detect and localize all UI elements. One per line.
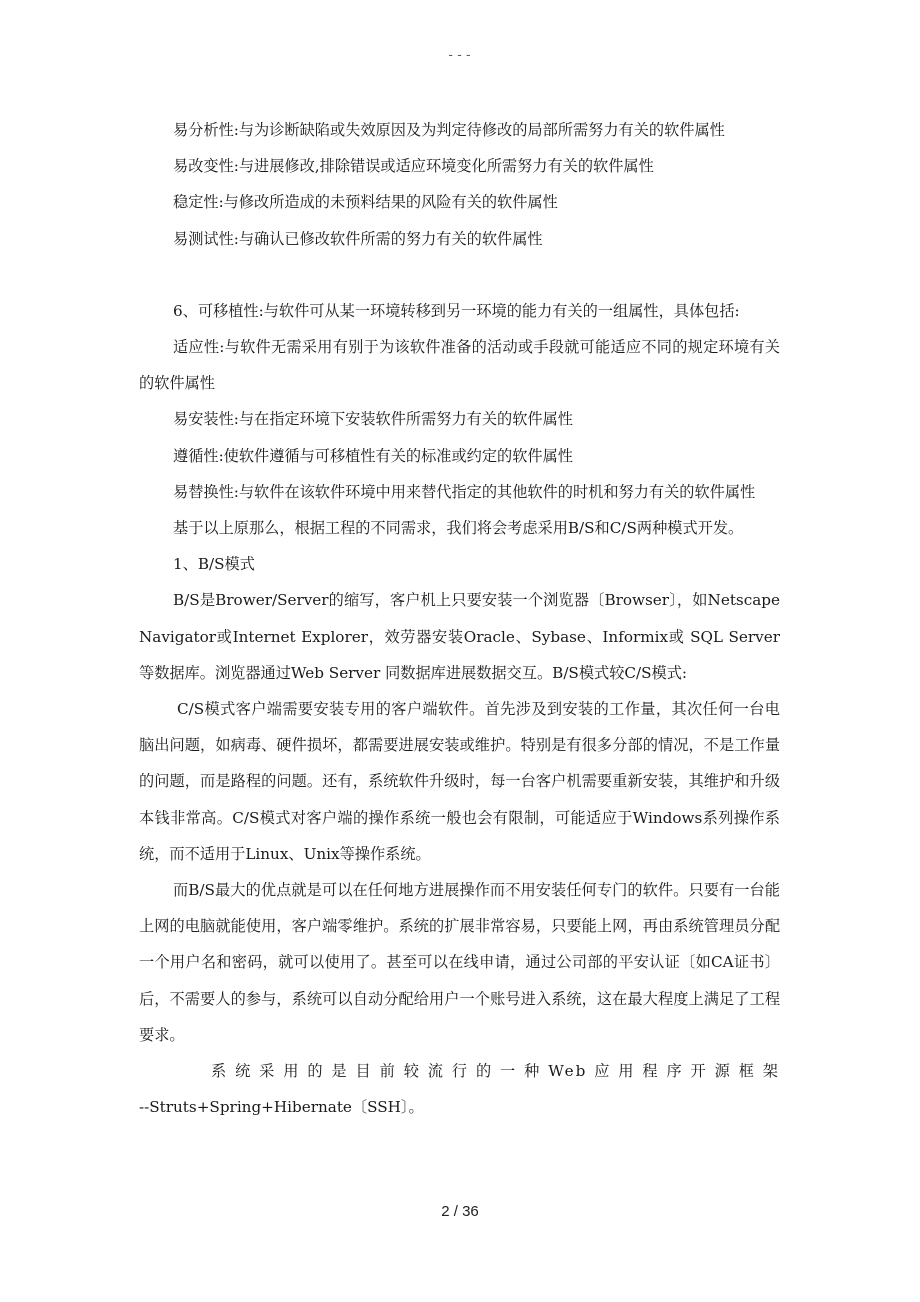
paragraph-cs-drawbacks: C/S模式客户端需要安装专用的客户端软件。首先涉及到安装的工作量，其次任何一台电脑出问题，如病毒、硬件损坏，都需要进展安装或维护。特别是有很多分部的情况，不是工作量的问题，而是路程的问题。还有，系统软件升级时，每一台客户机需要重新安装，其维护和升级本钱非常高。C/S模式对客户端的操作系统一般也会有限制，可能适应于Windows系列操作系统，而不适用于Linux、Unix等操作系统。 — [139, 700, 780, 863]
paragraph-bs-definition: B/S是Brower/Server的缩写，客户机上只要安装一个浏览器〔Browser〕，如Netscape Navigator或Internet Explorer，效劳器安装Oracle、Sybase、Informix或 SQL Server等数据库。浏览器通过Web Server 同数据库进展数据交互。B/S模式较C/S模式: — [139, 591, 780, 682]
paragraph-portability: 6、可移植性:与软件可从某一环境转移到另一环境的能力有关的一组属性，具体包括: — [173, 301, 740, 320]
paragraph-bs-advantages: 而B/S最大的优点就是可以在任何地方进展操作而不用安装任何专门的软件。只要有一台能上网的电脑就能使用，客户端零维护。系统的扩展非常容易，只要能上网，再由系统管理员分配一个用户名和密码，就可以使用了。甚至可以在线申请，通过公司部的平安认证〔如CA证书〕后，不需要人的参与，系统可以自动分配给用户一个账号进入系统，这在最大程度上满足了工程要求。 — [139, 881, 780, 1044]
paragraph-testability: 易测试性:与确认已修改软件所需的努力有关的软件属性 — [173, 229, 543, 248]
paragraph-stability: 稳定性:与修改所造成的未预料结果的风险有关的软件属性 — [173, 193, 558, 212]
header-mark: --- — [446, 48, 474, 63]
paragraph-analyzability: 易分析性:与为诊断缺陷或失效原因及为判定待修改的局部所需努力有关的软件属性 — [173, 121, 725, 139]
document-body — [139, 112, 780, 1125]
paragraph-framework-line1: 系统采用的是目前较流行的一种Web应用程序开源框架 — [211, 1062, 780, 1081]
paragraph-installability: 易安装性:与在指定环境下安装软件所需努力有关的软件属性 — [173, 410, 573, 429]
paragraph-mode-choice: 基于以上原那么，根据工程的不同需求，我们将会考虑采用B/S和C/S两种模式开发。 — [173, 519, 744, 538]
paragraph-changeability: 易改变性:与进展修改,排除错误或适应环境变化所需努力有关的软件属性 — [173, 157, 654, 176]
spacer — [139, 257, 780, 293]
paragraph-framework-line2: --Struts+Spring+Hibernate〔SSH〕。 — [139, 1098, 424, 1117]
paragraph-replaceability: 易替换性:与软件在该软件环境中用来替代指定的其他软件的时机和努力有关的软件属性 — [173, 482, 756, 501]
paragraph-adaptability: 适应性:与软件无需采用有别于为该软件准备的活动或手段就可能适应不同的规定环境有关的软件属性 — [139, 338, 780, 393]
paragraph-conformance: 遵循性:使软件遵循与可移植性有关的标准或约定的软件属性 — [173, 446, 573, 465]
page-number: 2 / 36 — [441, 1203, 479, 1220]
section-heading-bs-mode: 1、B/S模式 — [173, 555, 255, 574]
